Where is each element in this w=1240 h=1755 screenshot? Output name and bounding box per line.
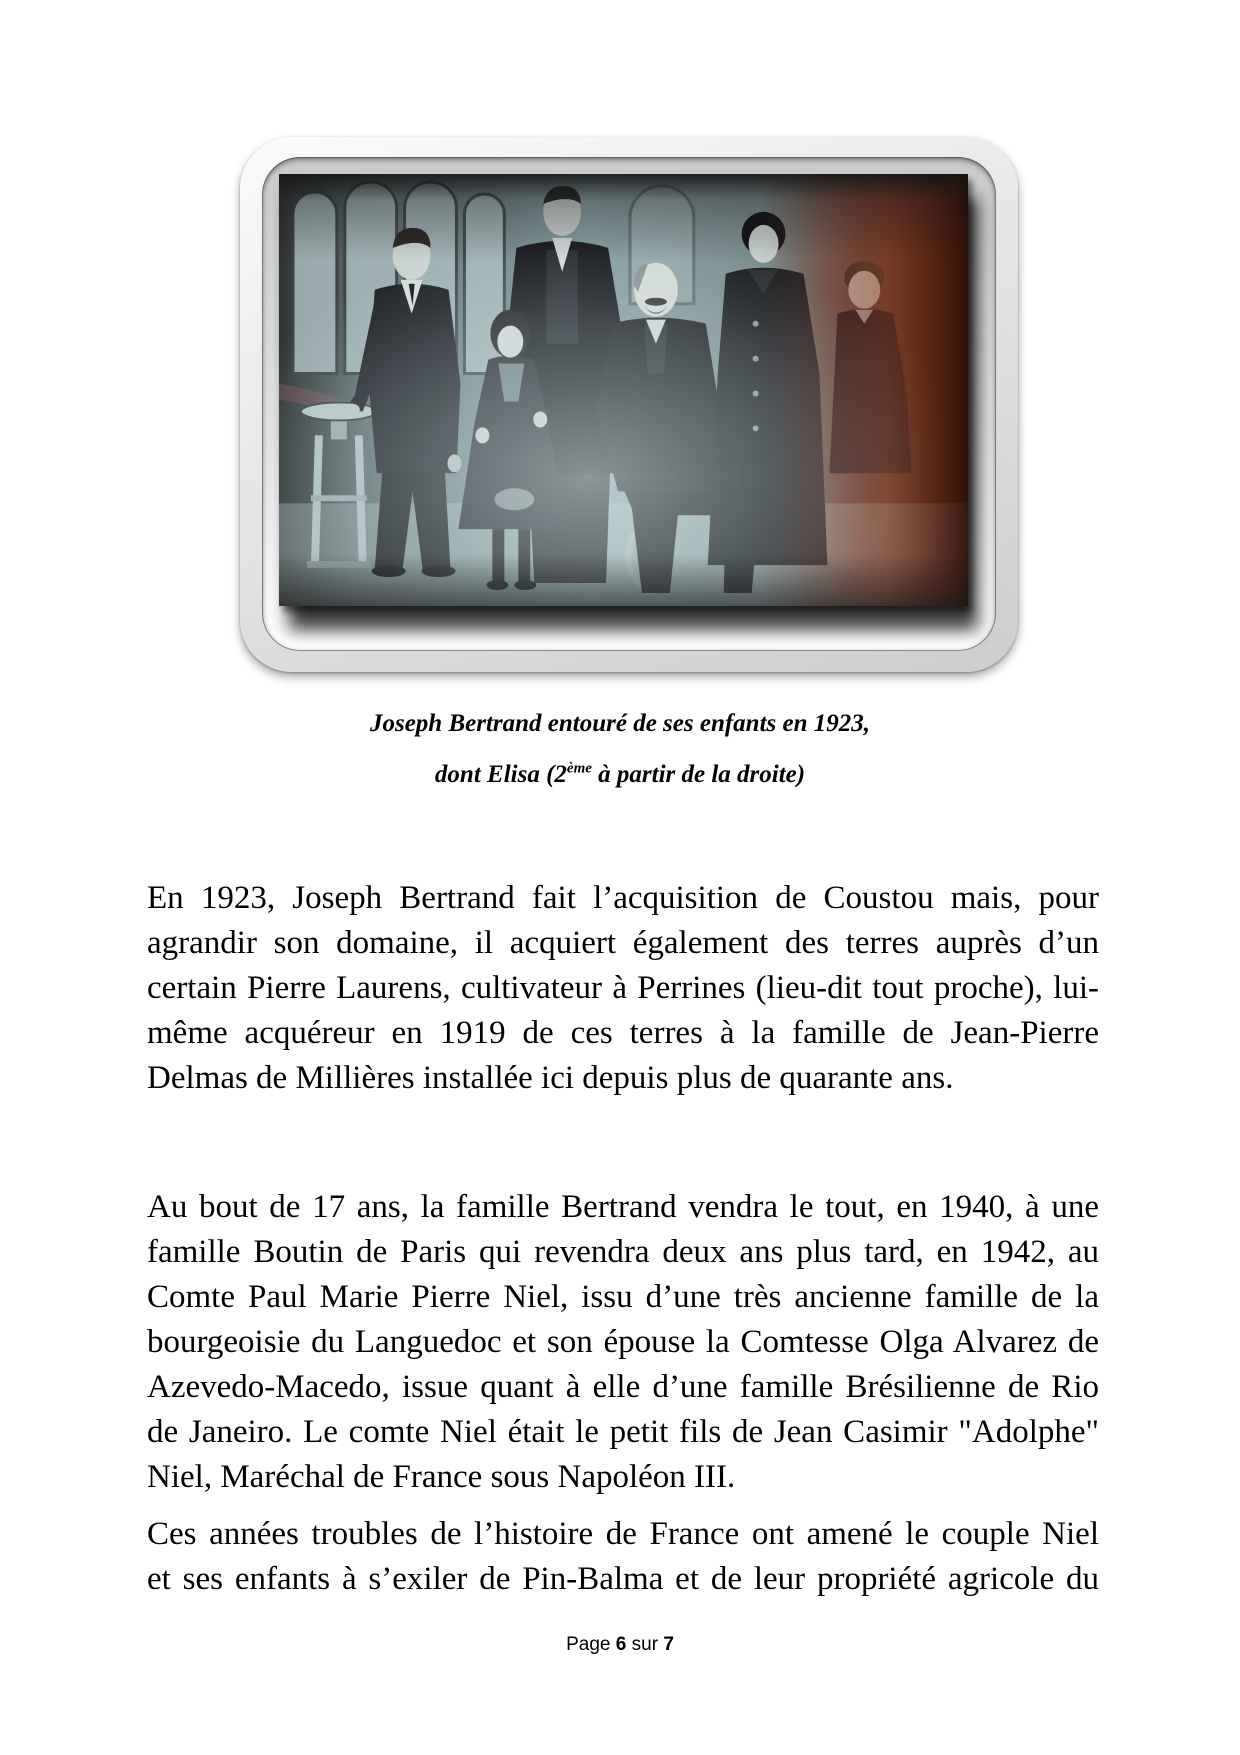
family-photo xyxy=(279,174,968,606)
text-line: de Janeiro. Le comte Niel était le petit fils de Jean Casimir "Adolphe" xyxy=(147,1414,1099,1450)
text-line: agrandir son domaine, il acquiert également des terres auprès d’un xyxy=(147,925,1099,961)
photo-vignette xyxy=(279,174,968,606)
text-line: Azevedo-Macedo, issue quant à elle d’une famille Brésilienne de Rio xyxy=(147,1369,1099,1405)
body-paragraph xyxy=(147,876,1099,1101)
text-line: En 1923, Joseph Bertrand fait l’acquisition de Coustou mais, pour xyxy=(147,880,1099,916)
text-line: Au bout de 17 ans, la famille Bertrand vendra le tout, en 1940, à une xyxy=(147,1189,1099,1225)
caption-text: à partir de la droite) xyxy=(591,761,806,788)
photo-caption-line-2 xyxy=(0,760,1240,790)
total-page-count: 7 xyxy=(663,1634,674,1655)
text-line: bourgeoisie du Languedoc et son épouse la Comtesse Olga Alvarez de xyxy=(147,1324,1099,1360)
text-line: certain Pierre Laurens, cultivateur à Perrines (lieu-dit tout proche), lui- xyxy=(147,970,1099,1006)
body-paragraph xyxy=(147,1512,1099,1602)
page-label: Page xyxy=(566,1634,611,1655)
text-line: Ces années troubles de l’histoire de France ont amené le couple Niel xyxy=(147,1516,1099,1552)
text-line: Niel, Maréchal de France sous Napoléon III. xyxy=(147,1459,736,1495)
caption-superscript: ème xyxy=(566,760,592,777)
page-of-label: sur xyxy=(631,1634,659,1655)
text-line: Delmas de Millières installée ici depuis plus de quarante ans. xyxy=(147,1060,954,1096)
text-line: Comte Paul Marie Pierre Niel, issu d’une très ancienne famille de la xyxy=(147,1279,1099,1315)
photo-frame xyxy=(240,137,1018,672)
page-number-footer xyxy=(0,1633,1240,1657)
caption-text: dont Elisa (2 xyxy=(434,761,567,788)
text-line: et ses enfants à s’exiler de Pin-Balma et de leur propriété agricole du xyxy=(147,1561,1099,1597)
body-paragraph xyxy=(147,1185,1099,1500)
text-line: famille Boutin de Paris qui revendra deux ans plus tard, en 1942, au xyxy=(147,1234,1099,1270)
current-page-number: 6 xyxy=(615,1634,627,1655)
text-line: même acquéreur en 1919 de ces terres à la famille de Jean-Pierre xyxy=(147,1015,1099,1051)
photo-caption-line-1: Joseph Bertrand entouré de ses enfants en 1923, xyxy=(369,710,871,737)
family-photo-image xyxy=(279,174,968,606)
